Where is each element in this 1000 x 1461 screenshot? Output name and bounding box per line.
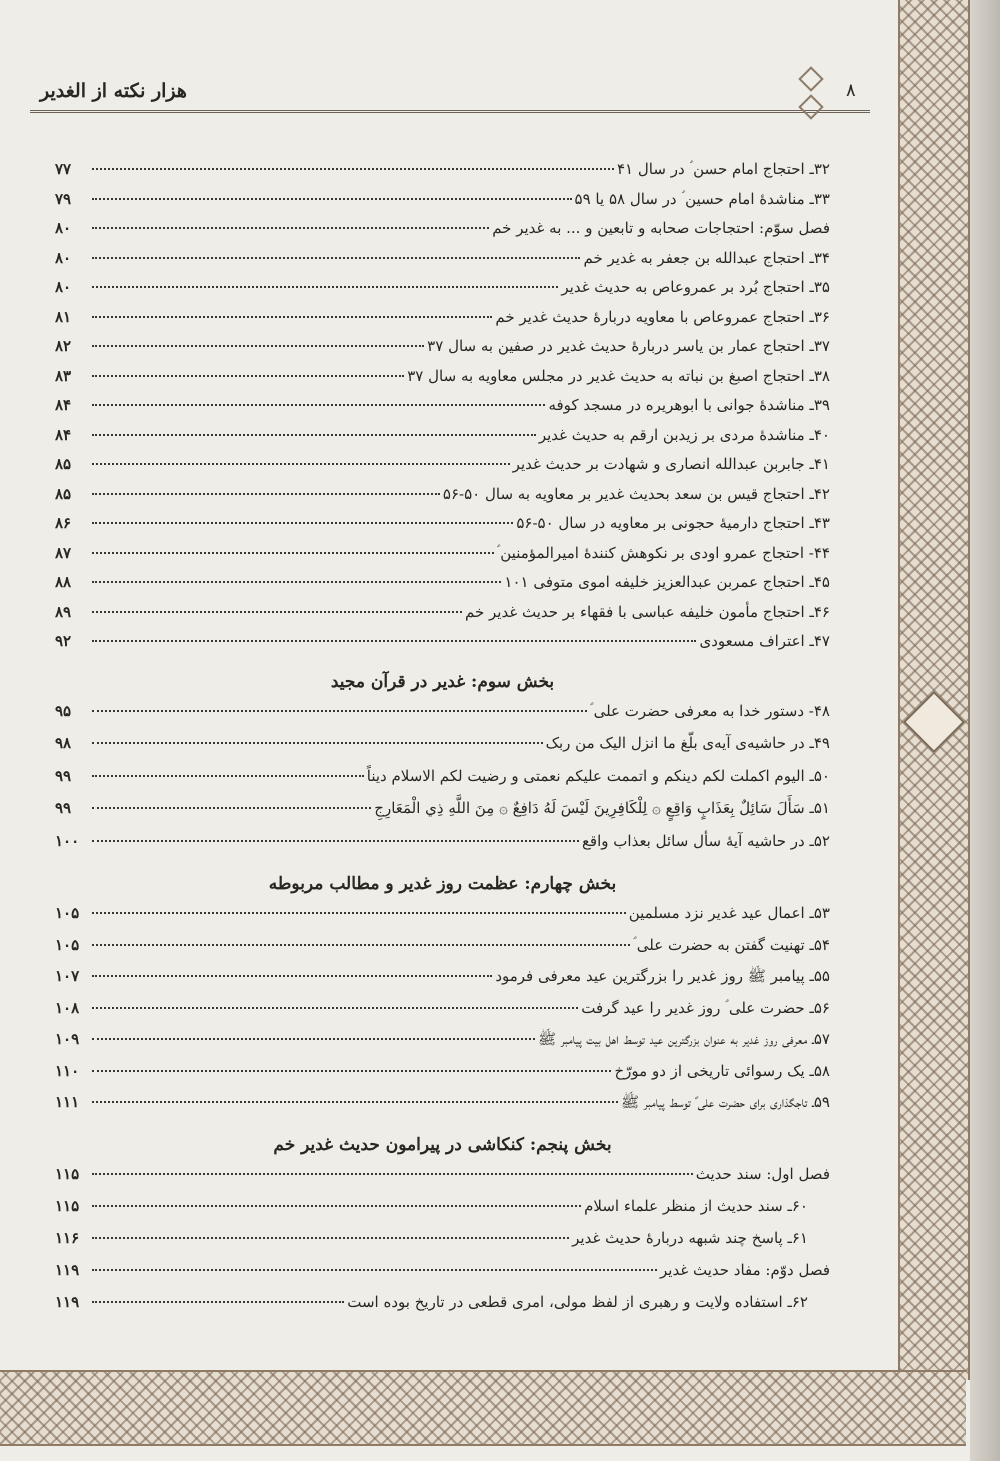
entry-page: ۸۷ bbox=[55, 543, 72, 562]
toc-entry[interactable] bbox=[55, 514, 830, 544]
dot-leader bbox=[92, 1038, 535, 1040]
entry-page: ۱۱۹ bbox=[55, 1292, 80, 1311]
dot-leader bbox=[92, 198, 572, 200]
entry-page: ۱۰۸ bbox=[55, 998, 80, 1017]
dot-leader bbox=[92, 168, 614, 170]
entry-page: ۱۰۰ bbox=[55, 831, 80, 850]
section-heading: بخش چهارم: عظمت روز غدیر و مطالب مربوطه bbox=[268, 874, 617, 894]
toc-entry[interactable] bbox=[55, 337, 830, 367]
toc-entry[interactable] bbox=[55, 426, 830, 456]
toc-entry[interactable] bbox=[55, 1261, 830, 1293]
toc-entry[interactable] bbox=[55, 904, 830, 936]
entry-title: ۵۷ـ معرفی روز غدیر به عنوان بزرگترین عید توسط اهل بیت پیامبر ﷺ bbox=[538, 1030, 830, 1048]
dot-leader bbox=[92, 1007, 578, 1009]
toc-entry[interactable] bbox=[55, 999, 830, 1031]
entry-title: ۴۵ـ احتجاج عمربن عبدالعزیز خلیفه اموی متوفی ۱۰۱ bbox=[504, 573, 830, 591]
dot-leader bbox=[92, 912, 626, 914]
entry-title: ۵۲ـ در حاشیه آیۀ سأل سائل بعذاب واقع bbox=[581, 831, 830, 850]
toc-entry[interactable] bbox=[55, 1165, 830, 1197]
entry-title: ۴۱ـ جابربن عبدالله انصاری و شهادت بر حدیث غدیر bbox=[512, 455, 830, 473]
dot-leader bbox=[92, 1205, 581, 1207]
entry-page: ۸۲ bbox=[55, 337, 72, 355]
toc-entry[interactable] bbox=[55, 1062, 830, 1094]
entry-page: ۸۳ bbox=[55, 366, 72, 385]
toc-entry[interactable] bbox=[55, 219, 830, 249]
toc-entry[interactable] bbox=[55, 1293, 830, 1325]
toc-entry[interactable] bbox=[55, 573, 830, 603]
dot-leader bbox=[92, 1237, 569, 1239]
dot-leader bbox=[92, 944, 630, 946]
entry-page: ۸۴ bbox=[55, 425, 72, 444]
toc-entry[interactable] bbox=[55, 485, 830, 515]
toc-entry[interactable] bbox=[55, 767, 830, 800]
entry-title: فصل اول: سند حدیث bbox=[695, 1164, 830, 1183]
entry-title: ۴۰ـ مناشدۀ مردی بر زیدبن ارقم به حدیث غدیر bbox=[538, 425, 830, 444]
toc-entry[interactable] bbox=[55, 1093, 830, 1125]
toc-entry[interactable] bbox=[55, 396, 830, 426]
running-title: هزار نکته از الغدیر bbox=[40, 80, 187, 102]
entry-page: ۸۵ bbox=[55, 484, 72, 503]
entry-page: ۸۰ bbox=[55, 248, 72, 267]
entry-title: ۵۰ـ الیوم اکملت لکم دینکم و اتممت علیکم نعمتی و رضیت لکم الاسلام دیناً bbox=[366, 766, 830, 785]
dot-leader bbox=[92, 840, 579, 842]
toc-entry[interactable] bbox=[55, 455, 830, 485]
entry-page: ۸۹ bbox=[55, 602, 72, 621]
entry-page: ۸۱ bbox=[55, 307, 72, 326]
toc-entry[interactable] bbox=[55, 832, 830, 865]
toc-entry[interactable] bbox=[55, 367, 830, 397]
entry-title: ۴۲ـ احتجاج قیس بن سعد بحدیث غدیر بر معاویه به سال ۵۰-۵۶ bbox=[442, 484, 830, 503]
dot-leader bbox=[92, 375, 404, 377]
dot-leader bbox=[92, 227, 489, 229]
dot-leader bbox=[92, 1101, 618, 1103]
dot-leader bbox=[92, 1301, 344, 1303]
entry-title: ۴۹ـ در حاشیه‌ی آیه‌ی بلّغ ما انزل الیک من ربک bbox=[545, 734, 830, 752]
entry-title: ۳۵ـ احتجاج بُرد بر عمروعاص به حدیث غدیر bbox=[561, 278, 830, 296]
entry-page: ۱۰۷ bbox=[55, 967, 80, 985]
entry-page: ۱۰۵ bbox=[55, 935, 80, 954]
toc-entry[interactable] bbox=[55, 936, 830, 968]
entry-title: ۴۸- دستور خدا به معرفی حضرت علی ؑ bbox=[589, 701, 830, 720]
entry-page: ۸۶ bbox=[55, 514, 72, 532]
entry-page: ۱۱۵ bbox=[55, 1196, 80, 1215]
toc-entry[interactable] bbox=[55, 967, 830, 999]
toc-entry[interactable] bbox=[55, 190, 830, 220]
entry-title: ۵۶ـ حضرت علی ؑ روز غدیر را عید گرفت bbox=[581, 998, 830, 1017]
dot-leader bbox=[92, 975, 492, 977]
entry-title: ۵۵ـ پیامبر ﷺ روز غدیر را بزرگترین عید معرفی فرمود bbox=[495, 967, 830, 985]
entry-title: ۳۳ـ مناشدۀ امام حسین ؑ در سال ۵۸ یا ۵۹ bbox=[574, 189, 830, 208]
entry-title: ۴۶ـ احتجاج مأمون خلیفه عباسی با فقهاء بر حدیث غدیر خم bbox=[465, 602, 830, 621]
entry-page: ۸۸ bbox=[55, 573, 72, 591]
dot-leader bbox=[92, 611, 462, 613]
entry-title: ۵۳ـ اعمال عید غدیر نزد مسلمین bbox=[628, 904, 830, 922]
dot-leader bbox=[92, 742, 543, 744]
entry-title: ۳۶ـ احتجاج عمروعاص با معاویه دربارۀ حدیث غدیر خم bbox=[495, 307, 830, 326]
dot-leader bbox=[92, 286, 558, 288]
dot-leader bbox=[92, 807, 371, 809]
dot-leader bbox=[92, 1070, 611, 1072]
entry-title: ۶۲ـ استفاده ولایت و رهبری از لفظ مولی، امری قطعی در تاریخ بوده است bbox=[347, 1292, 808, 1311]
dot-leader bbox=[92, 257, 580, 259]
entry-page: ۸۴ bbox=[55, 396, 72, 414]
dot-leader bbox=[92, 522, 513, 524]
entry-page: ۱۰۵ bbox=[55, 904, 80, 922]
entry-page: ۸۰ bbox=[55, 219, 72, 237]
toc-entry[interactable] bbox=[55, 1229, 830, 1261]
entry-page: ۹۹ bbox=[55, 799, 72, 817]
dot-leader bbox=[92, 434, 536, 436]
section-heading: بخش سوم: غدیر در قرآن مجید bbox=[330, 671, 555, 692]
entry-title: ۶۱ـ پاسخ چند شبهه دربارۀ حدیث غدیر bbox=[572, 1228, 808, 1247]
dot-leader bbox=[92, 404, 545, 406]
entry-page: ۸۵ bbox=[55, 455, 72, 473]
entry-title: ۳۹ـ مناشدۀ جوانی با ابوهریره در مسجد کوفه bbox=[548, 396, 830, 414]
entry-page: ۱۱۶ bbox=[55, 1228, 80, 1247]
entry-title: ۴۴- احتجاج عمرو اودی بر نکوهش کنندۀ امیرالمؤمنین ؑ bbox=[496, 543, 830, 562]
toc-entry[interactable] bbox=[55, 249, 830, 279]
entry-page: ۹۵ bbox=[55, 701, 72, 720]
dot-leader bbox=[92, 552, 494, 554]
dot-leader bbox=[92, 463, 510, 465]
entry-title: ۳۲ـ احتجاج امام حسن ؑ در سال ۴۱ bbox=[617, 160, 830, 178]
entry-title: ۴۷ـ اعتراف مسعودی bbox=[699, 632, 830, 650]
dot-leader bbox=[92, 345, 424, 347]
dot-leader bbox=[92, 581, 501, 583]
dot-leader bbox=[92, 710, 587, 712]
toc-entry[interactable] bbox=[55, 308, 830, 338]
page-header bbox=[30, 76, 870, 113]
toc-entry[interactable] bbox=[55, 544, 830, 574]
dot-leader bbox=[92, 1269, 657, 1271]
dot-leader bbox=[92, 775, 364, 777]
dot-leader bbox=[92, 316, 492, 318]
entry-page: ۸۰ bbox=[55, 278, 72, 296]
toc-entry[interactable] bbox=[55, 1197, 830, 1229]
toc-entry[interactable] bbox=[55, 160, 830, 190]
toc-entry[interactable] bbox=[55, 799, 830, 832]
entry-page: ۹۸ bbox=[55, 734, 72, 752]
toc-entry[interactable] bbox=[55, 278, 830, 308]
entry-page: ۷۷ bbox=[55, 160, 72, 178]
toc-entry[interactable] bbox=[55, 603, 830, 633]
toc-entry[interactable] bbox=[55, 1030, 830, 1062]
entry-title: ۵۹ـ تاجگذاری برای حضرت علی ؑ توسط پیامبر ﷺ bbox=[620, 1093, 830, 1111]
entry-page: ۱۱۵ bbox=[55, 1164, 80, 1183]
entry-page: ۹۲ bbox=[55, 632, 72, 650]
toc-entry[interactable] bbox=[55, 734, 830, 767]
entry-title: ۳۸ـ احتجاج اصبغ بن نباته به حدیث غدیر در مجلس معاویه به سال ۳۷ bbox=[407, 366, 830, 385]
entry-page: ۱۱۰ bbox=[55, 1061, 80, 1080]
dot-leader bbox=[92, 640, 696, 642]
entry-page: ۱۰۹ bbox=[55, 1030, 80, 1048]
toc-entry[interactable] bbox=[55, 632, 830, 662]
entry-title: ۳۷ـ احتجاج عمار بن یاسر دربارۀ حدیث غدیر در صفین به سال ۳۷ bbox=[427, 337, 830, 355]
page-number: ۸ bbox=[846, 80, 856, 101]
dot-leader bbox=[92, 493, 440, 495]
entry-title: ۵۸ـ یک رسوائی تاریخی از دو مورّخ bbox=[614, 1061, 830, 1080]
toc-entry[interactable] bbox=[55, 702, 830, 735]
entry-title: فصل سوّم: احتجاجات صحابه و تابعین و ... به غدیر خم bbox=[492, 219, 830, 237]
section-heading: بخش پنجم: کنکاشی در پیرامون حدیث غدیر خم bbox=[273, 1134, 612, 1155]
page-edge bbox=[970, 0, 1000, 1461]
entry-title: ۶۰ـ سند حدیث از منظر علماء اسلام bbox=[584, 1196, 808, 1215]
entry-title: ۴۳ـ احتجاج دارمیۀ حجونی بر معاویه در سال ۵۰-۵۶ bbox=[516, 514, 830, 532]
dot-leader bbox=[92, 1173, 693, 1175]
decorative-border-bottom bbox=[0, 1370, 966, 1446]
table-of-contents bbox=[55, 160, 830, 1325]
entry-page: ۱۱۱ bbox=[55, 1093, 80, 1111]
entry-title: فصل دوّم: مفاد حدیث غدیر bbox=[660, 1260, 830, 1279]
entry-title: ۵۴ـ تهنیت گفتن به حضرت علی ؑ bbox=[633, 935, 830, 954]
entry-page: ۱۱۹ bbox=[55, 1260, 80, 1279]
entry-page: ۹۹ bbox=[55, 766, 72, 785]
entry-title: ۵۱ـ سَأَلَ سَائِلٌ بِعَذَابٍ وَاقِعٍ ۞ لِلْكَافِرِينَ لَيْسَ لَهُ دَافِعٌ ۞ مِنَ اللَّهِ ذِي الْمَعَارِجِ bbox=[374, 799, 830, 817]
entry-page: ۷۹ bbox=[55, 189, 72, 208]
entry-title: ۳۴ـ احتجاج عبدالله بن جعفر به غدیر خم bbox=[583, 248, 830, 267]
